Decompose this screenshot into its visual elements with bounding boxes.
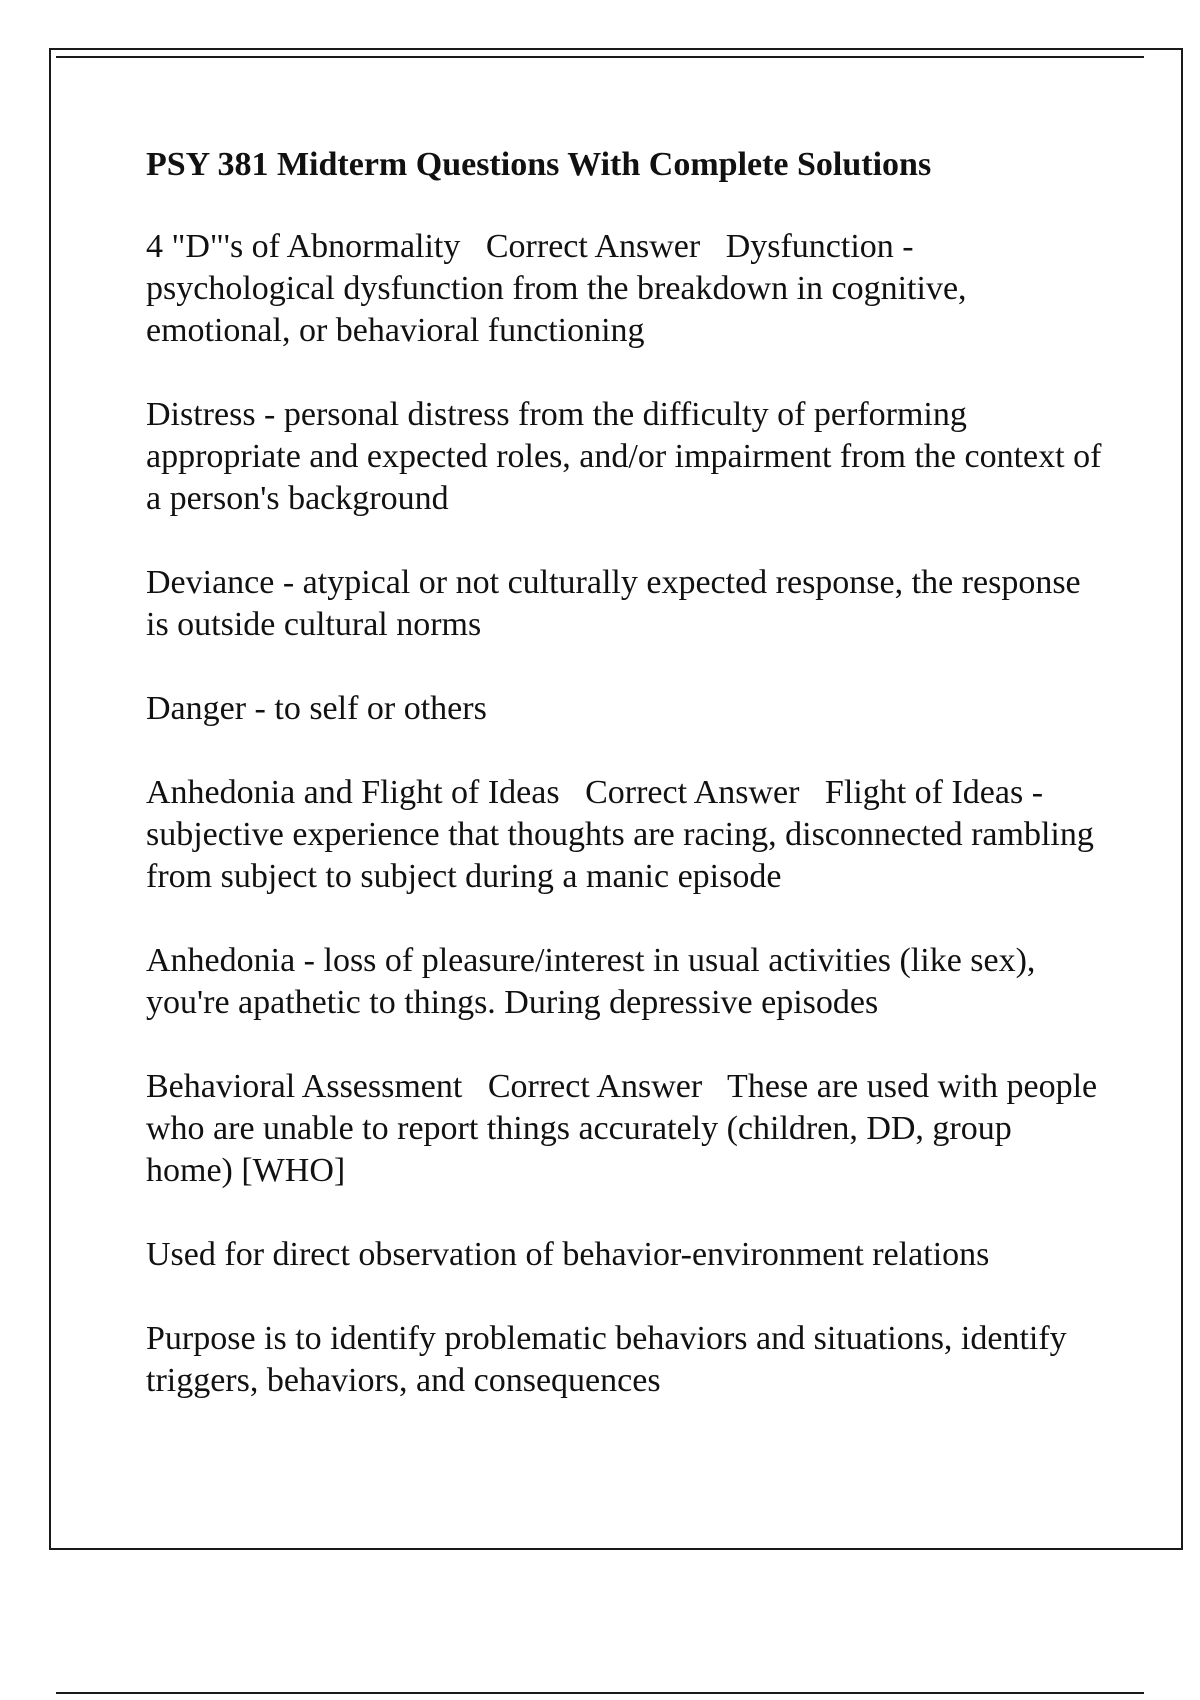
document-body (146, 144, 1110, 1402)
paragraph-danger: Danger - to self or others (146, 690, 487, 727)
paragraph-distress: Distress - personal distress from the difficulty of performing appropriate and expected roles, and/or impairment from the context of a person's background (146, 396, 1110, 517)
bottom-rule-divider (56, 1692, 1144, 1694)
top-rule-divider (56, 56, 1144, 58)
paragraph-abnormality-dysfunction: 4 "D"'s of Abnormality Correct Answer Dysfunction - psychological dysfunction from the breakdown in cognitive, emotional, or behavioral functioning (146, 228, 976, 349)
paragraph-direct-observation: Used for direct observation of behavior-environment relations (146, 1236, 990, 1273)
paragraph-anhedonia: Anhedonia - loss of pleasure/interest in usual activities (like sex), you're apathetic to things. During depressive episodes (146, 942, 1044, 1021)
paragraph-flight-of-ideas: Anhedonia and Flight of Ideas Correct Answer Flight of Ideas - subjective experience that thoughts are racing, disconnected rambling from subject to subject during a manic episode (146, 774, 1103, 895)
paragraph-deviance: Deviance - atypical or not culturally expected response, the response is outside cultural norms (146, 564, 1090, 643)
paragraph-purpose: Purpose is to identify problematic behaviors and situations, identify triggers, behaviors, and consequences (146, 1320, 1076, 1399)
document-title: PSY 381 Midterm Questions With Complete Solutions (146, 146, 932, 183)
paragraph-behavioral-assessment: Behavioral Assessment Correct Answer These are used with people who are unable to report things accurately (children, DD, group home) [WHO] (146, 1068, 1106, 1189)
